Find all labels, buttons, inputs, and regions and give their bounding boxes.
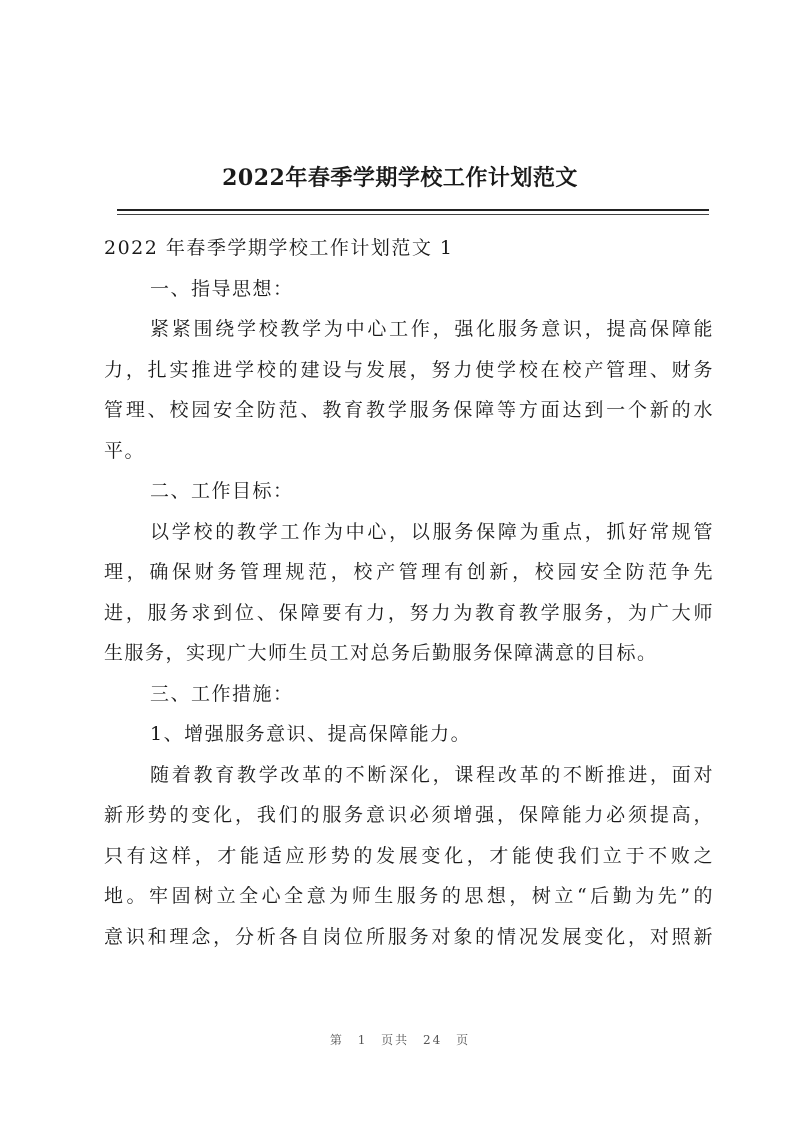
paragraph-line: 生服务，实现广大师生员工对总务后勤服务保障满意的目标。 <box>104 642 658 664</box>
section-heading: 2022 年春季学期学校工作计划范文 1 <box>104 237 454 259</box>
page-footer: 第 1 页共 24 页 <box>329 1033 471 1047</box>
subheading-work-measures: 三、工作措施： <box>150 682 294 705</box>
paragraph-line: 进，服务求到位、保障要有力，努力为教育教学服务，为广大师 <box>104 601 714 624</box>
list-item-heading: 1、增强服务意识、提高保障能力。 <box>150 723 472 745</box>
paragraph-line: 力，扎实推进学校的建设与发展，努力使学校在校产管理、财务 <box>104 358 714 381</box>
paragraph-line: 意识和理念，分析各自岗位所服务对象的情况发展变化，对照新 <box>104 925 714 948</box>
subheading-guiding-ideology: 一、指导思想： <box>150 277 294 300</box>
paragraph-line: 管理、校园安全防范、教育教学服务保障等方面达到一个新的水 <box>104 399 714 421</box>
paragraph-line: 平。 <box>104 439 146 462</box>
paragraph-line: 随着教育教学改革的不断深化，课程改革的不断推进，面对 <box>150 763 714 786</box>
paragraph-line: 以学校的教学工作为中心，以服务保障为重点，抓好常规管 <box>150 520 714 543</box>
paragraph-line: 理，确保财务管理规范，校产管理有创新，校园安全防范争先 <box>104 561 714 583</box>
paragraph-line: 新形势的变化，我们的服务意识必须增强，保障能力必须提高， <box>104 804 714 826</box>
document-body <box>104 228 714 957</box>
paragraph-line: 只有这样，才能适应形势的发展变化，才能使我们立于不败之 <box>104 844 714 867</box>
title-divider-thin <box>117 214 709 215</box>
document-title: 2022年春季学期学校工作计划范文 <box>222 165 578 191</box>
title-divider <box>117 209 709 211</box>
subheading-work-goals: 二、工作目标： <box>150 480 294 502</box>
paragraph-line: 地。牢固树立全心全意为师生服务的思想，树立“后勤为先”的 <box>104 885 714 907</box>
paragraph-line: 紧紧围绕学校教学为中心工作，强化服务意识，提高保障能 <box>150 318 714 340</box>
